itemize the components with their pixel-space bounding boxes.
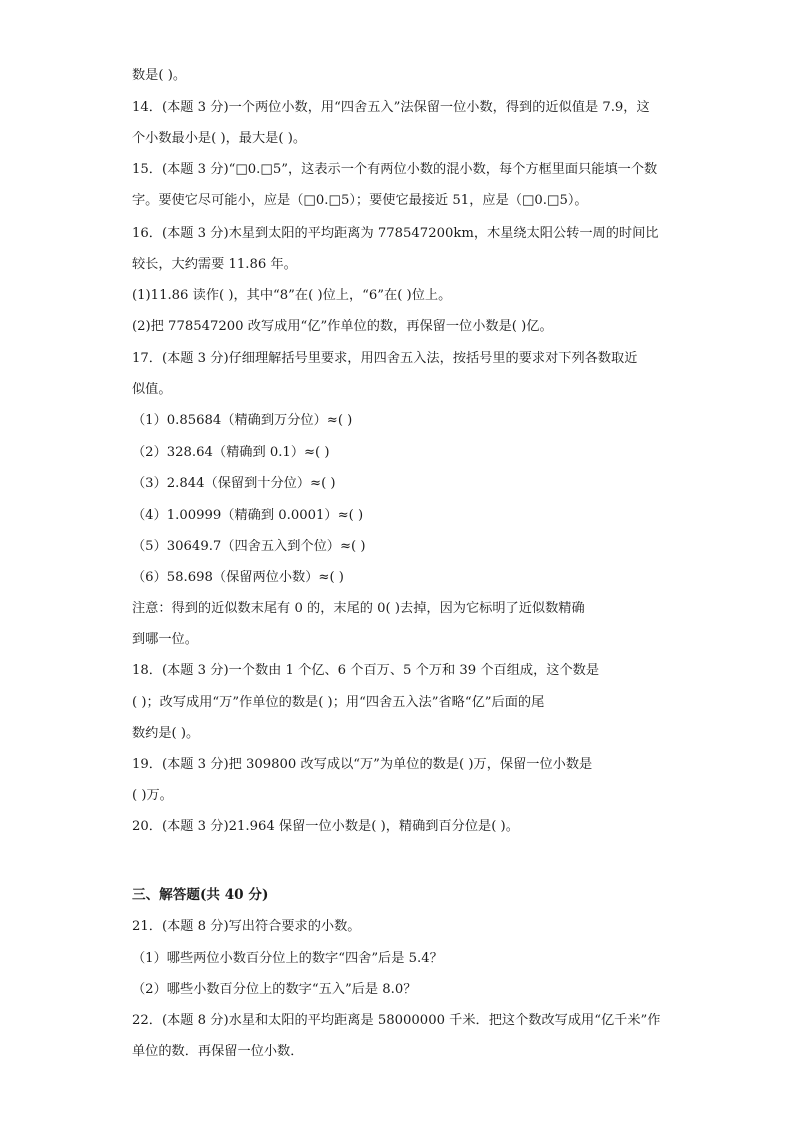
q14-line-2: 个小数最小是( )，最大是( )。 — [132, 131, 307, 146]
q17-item-3: （3）2.844（保留到十分位）≈( ) — [132, 476, 336, 491]
q14-line-1: 14．(本题 3 分)一个两位小数，用“四舍五入”法保留一位小数，得到的近似值是 7.9，这 — [132, 100, 650, 115]
q16-part-1: (1)11.86 读作( )，其中“8”在( )位上，“6”在( )位上。 — [132, 288, 452, 303]
q16-line-2: 较长，大约需要 11.86 年。 — [132, 257, 297, 272]
q22-line-2: 单位的数．再保留一位小数． — [132, 1044, 304, 1059]
q18-line-3: 数约是( )。 — [132, 726, 200, 741]
q15-line-2: 字。要使它尽可能小，应是（□0.□5）；要使它最接近 51，应是（□0.□5）。 — [132, 193, 588, 208]
q17-item-4: （4）1.00999（精确到 0.0001）≈( ) — [132, 508, 364, 523]
q16-part-2: (2)把 778547200 改写成用“亿”作单位的数，再保留一位小数是( )亿。 — [132, 319, 553, 334]
q17-item-5: （5）30649.7（四舍五入到个位）≈( ) — [132, 539, 366, 554]
q17-item-2: （2）328.64（精确到 0.1）≈( ) — [132, 445, 330, 460]
q17-item-6: （6）58.698（保留两位小数）≈( ) — [132, 570, 344, 585]
q21-line: 21．(本题 8 分)写出符合要求的小数。 — [132, 919, 361, 934]
q13-continuation: 数是( )。 — [132, 68, 187, 83]
q22-line-1: 22．(本题 8 分)水星和太阳的平均距离是 58000000 千米．把这个数改写成用“亿千米”作 — [132, 1013, 661, 1028]
q21-part-2: （2）哪些小数百分位上的数字“五入”后是 8.0？ — [132, 982, 417, 997]
q16-line-1: 16．(本题 3 分)木星到太阳的平均距离为 778547200km，木星绕太阳公转一周的时间比 — [132, 226, 659, 241]
q19-line-1: 19．(本题 3 分)把 309800 改写成以“万”为单位的数是( )万，保留一位小数是 — [132, 757, 593, 772]
q18-line-1: 18．(本题 3 分)一个数由 1 个亿、6 个百万、5 个万和 39 个百组成，这个数是 — [132, 663, 600, 678]
q21-part-1: （1）哪些两位小数百分位上的数字“四舍”后是 5.4？ — [132, 951, 443, 966]
q17-line-2: 似值。 — [132, 382, 172, 397]
section-heading-answers: 三、解答题(共 40 分) — [132, 887, 269, 903]
q18-line-2: ( )；改写成用“万”作单位的数是( )；用“四舍五入法”省略“亿”后面的尾 — [132, 695, 545, 710]
q19-line-2: ( )万。 — [132, 788, 173, 803]
q20-line: 20．(本题 3 分)21.964 保留一位小数是( )，精确到百分位是( )。 — [132, 819, 519, 834]
q15-line-1: 15．(本题 3 分)“□0.□5”，这表示一个有两位小数的混小数，每个方框里面只能填一个数 — [132, 162, 658, 177]
q17-note-line-2: 到哪一位。 — [132, 632, 198, 647]
q17-item-1: （1）0.85684（精确到万分位）≈( ) — [132, 413, 353, 428]
q17-line-1: 17．(本题 3 分)仔细理解括号里要求，用四舍五入法，按括号里的要求对下列各数取近 — [132, 351, 638, 366]
q17-note-line-1: 注意：得到的近似数末尾有 0 的，末尾的 0( )去掉，因为它标明了近似数精确 — [132, 601, 585, 616]
